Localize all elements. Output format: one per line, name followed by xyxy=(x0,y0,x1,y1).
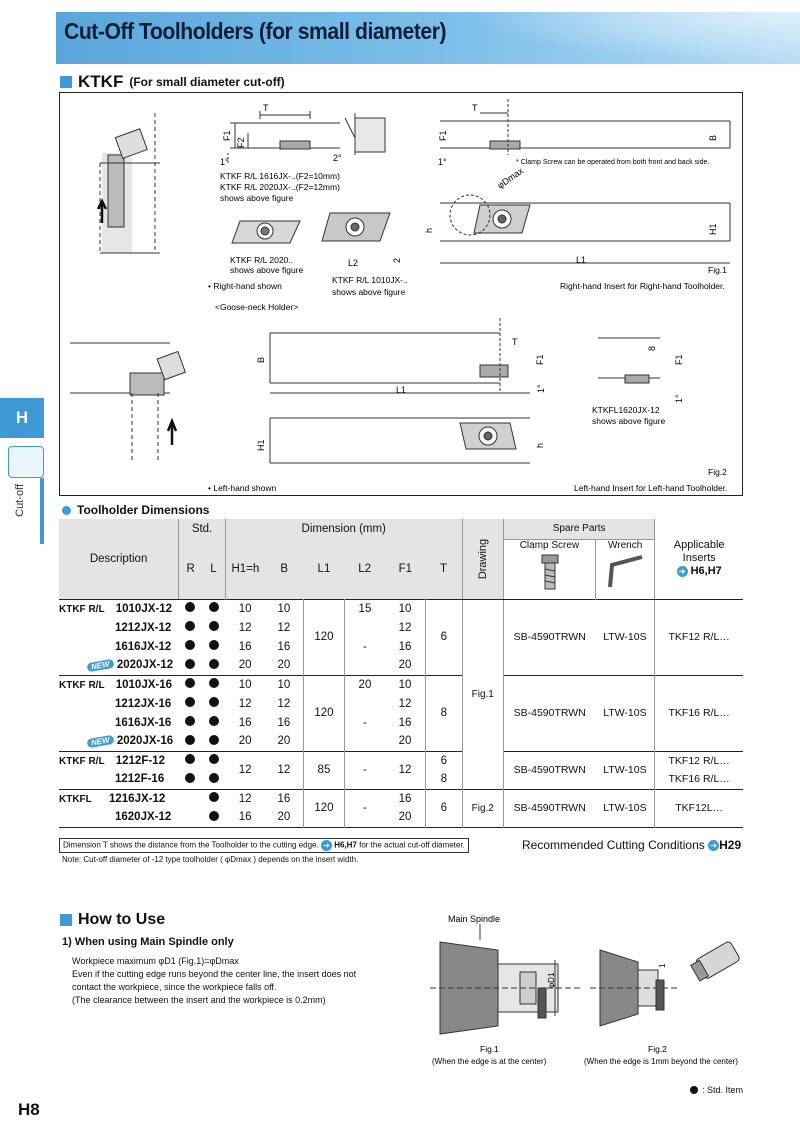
std-R-dot xyxy=(185,621,195,631)
side-category-label: Cut-off xyxy=(14,484,26,517)
fig1-label-1deg-a: 1° xyxy=(220,157,229,167)
row-code: 2020JX-16 xyxy=(116,735,174,748)
fig2-fig-label: Fig.2 xyxy=(708,467,727,477)
cell-L2: - xyxy=(363,716,367,729)
fig2-side-view xyxy=(270,318,660,463)
section-square-icon xyxy=(60,76,72,88)
header-inserts: Inserts xyxy=(682,552,716,565)
how-fig1-label: Fig.1 xyxy=(480,1044,499,1054)
tool-top-view-2 xyxy=(440,99,730,155)
std-R-dot xyxy=(185,678,195,688)
cell-B: 20 xyxy=(277,811,291,824)
side-accent-bar xyxy=(40,478,44,544)
header-spare-parts: Spare Parts xyxy=(503,519,654,539)
cut-off-category-icon xyxy=(8,446,44,478)
cell-T: 8 xyxy=(426,675,462,751)
footnote-box xyxy=(59,838,469,853)
fig1-label-B: B xyxy=(708,134,718,141)
how-to-use-figures xyxy=(420,910,760,1075)
goose-neck-label: <Goose-neck Holder> xyxy=(215,302,299,312)
cell-T: 8 xyxy=(426,770,462,789)
lathe-sketch-left-hand xyxy=(70,343,185,463)
cell-H1h: 16 xyxy=(238,811,252,824)
fig1-label-F2: F2 xyxy=(236,137,246,148)
row-code: 1616JX-12 xyxy=(115,640,172,653)
std-L-dot xyxy=(209,735,219,745)
clamp-detail xyxy=(345,113,385,155)
new-badge: NEW xyxy=(86,659,114,672)
cell-H1h: 20 xyxy=(238,735,252,748)
header-inserts-ref[interactable]: H6,H7 xyxy=(690,565,722,578)
fig1-label-F1-a: F1 xyxy=(222,130,232,141)
cell-H1h: 12 xyxy=(238,792,252,805)
fig2-caption: Left-hand Insert for Left-hand Toolholder. xyxy=(574,483,728,493)
insert-view-3 xyxy=(440,195,730,263)
cell-F1: 10 xyxy=(398,602,412,615)
fig1-label-H1: H1 xyxy=(708,223,718,235)
group2-prefix: KTKF R/L xyxy=(59,679,105,691)
std-L-dot xyxy=(209,602,219,612)
new-badge: NEW xyxy=(86,735,114,748)
header-L1: L1 xyxy=(317,562,331,575)
page-title: Cut-Off Toolholders (for small diameter) xyxy=(64,18,447,44)
fig2-note-ktkfl: KTKFL1620JX-12 xyxy=(592,405,660,415)
std-L-dot xyxy=(209,754,219,764)
header-dimension: Dimension (mm) xyxy=(225,519,462,539)
std-R-dot xyxy=(185,754,195,764)
row-code: 1212JX-16 xyxy=(115,697,172,710)
std-L-dot xyxy=(209,811,219,821)
clamp-screw-icon xyxy=(534,551,564,595)
how-fig2-caption: (When the edge is 1mm beyond the center) xyxy=(584,1057,738,1066)
fig2-label-h: h xyxy=(535,442,545,448)
cell-insert: TKF12 R/L… xyxy=(655,751,743,770)
std-L-dot xyxy=(209,773,219,783)
how-line3: contact the workpiece, since the workpiece falls off. xyxy=(72,982,277,992)
fig1-note-2020: KTKF R/L 2020JX-..(F2=12mm) xyxy=(220,182,340,192)
cell-drawing-fig1: Fig.1 xyxy=(462,599,503,789)
cell-wrench: LTW-10S xyxy=(603,764,647,776)
cell-L2: 20 xyxy=(358,678,372,691)
std-R-dot xyxy=(185,716,195,726)
header-description: Description xyxy=(59,519,179,599)
cell-F1: 20 xyxy=(398,735,412,748)
side-tab-H[interactable]: H xyxy=(0,398,44,438)
page-number: H8 xyxy=(18,1100,40,1119)
cell-L2 xyxy=(344,732,385,751)
page-ref-icon: ➜ xyxy=(708,840,719,851)
product-code: KTKF xyxy=(78,72,124,91)
cell-F1: 20 xyxy=(398,811,412,824)
fig2-label-T: T xyxy=(512,337,518,347)
cell-T: 6 xyxy=(426,789,462,827)
cell-L1: 120 xyxy=(303,675,344,751)
section-square-icon xyxy=(60,914,72,926)
cell-L2 xyxy=(344,618,385,637)
std-dot-icon xyxy=(690,1086,698,1094)
header-std: Std. xyxy=(179,519,226,539)
main-spindle-label: Main Spindle xyxy=(448,914,501,924)
cell-L2: 15 xyxy=(358,602,372,615)
how-line4: (The clearance between the insert and the workpiece is 0.2mm) xyxy=(72,995,326,1005)
std-L-dot xyxy=(209,621,219,631)
cell-B: 20 xyxy=(277,659,291,672)
footnote2: Note: Cut-off diameter of -12 type toolholder ( φDmax ) depends on the insert width. xyxy=(62,855,359,864)
cell-H1h: 12 xyxy=(238,697,252,710)
std-L-dot xyxy=(209,678,219,688)
std-L-dot xyxy=(209,697,219,707)
header-wrench: Wrench xyxy=(608,539,643,551)
fig1-label-1deg-b: 1° xyxy=(438,157,447,167)
fig1-note-showsb: shows above figure xyxy=(230,265,304,275)
row-code: 1216JX-12 xyxy=(108,792,166,805)
spindle-fig1 xyxy=(430,924,580,1034)
cell-L2: - xyxy=(363,640,367,653)
how-fig2-label: Fig.2 xyxy=(648,1044,667,1054)
std-L-dot xyxy=(209,659,219,669)
cell-drawing-fig2: Fig.2 xyxy=(462,789,503,827)
cell-H1h: 16 xyxy=(238,716,252,729)
dimensions-table xyxy=(59,519,743,828)
insert-view-2 xyxy=(322,213,390,241)
fig1-label-F1-b: F1 xyxy=(438,130,448,141)
fig2-label-F1-b: F1 xyxy=(674,354,684,365)
cell-B: 20 xyxy=(277,735,291,748)
cell-B: 16 xyxy=(277,792,291,805)
fig2-label-1deg-b: 1° xyxy=(674,394,684,403)
fig2-label-B: B xyxy=(256,356,266,363)
footnote1-text-b: for the actual cut-off diameter. xyxy=(359,840,465,850)
fig2-label-1deg-a: 1° xyxy=(536,384,546,393)
row-code: 1010JX-12 xyxy=(115,602,173,615)
cell-H1h: 12 xyxy=(238,764,252,776)
fig1-note-1010: KTKF R/L 1010JX-.. xyxy=(332,275,408,285)
row-code: 1616JX-16 xyxy=(115,716,172,729)
fig2-label-8: 8 xyxy=(647,345,657,351)
spindle-fig2 xyxy=(590,941,741,1026)
fig1-label-h: h xyxy=(424,227,434,233)
std-R-dot xyxy=(185,735,195,745)
cell-F1: 16 xyxy=(398,640,412,653)
how-to-use-title: How to Use xyxy=(78,911,166,928)
cell-wrench: LTW-10S xyxy=(603,631,647,643)
how-to-use-heading xyxy=(60,911,165,929)
cell-H1h: 20 xyxy=(238,659,252,672)
cell-L1: 120 xyxy=(303,789,344,827)
cell-B: 10 xyxy=(277,678,291,691)
cell-L2: - xyxy=(363,802,367,814)
row-code: 1212F-12 xyxy=(115,754,165,767)
figure-drawings xyxy=(60,93,742,495)
wrench-icon xyxy=(602,551,648,595)
page-ref-icon: ➜ xyxy=(677,566,688,577)
cell-B: 12 xyxy=(277,697,291,710)
cell-H1h: 10 xyxy=(238,602,252,615)
group4-prefix: KTKFL xyxy=(59,793,92,805)
std-L-dot xyxy=(209,792,219,802)
fig1-label-2deg: 2° xyxy=(333,153,342,163)
fig2-note-shows: shows above figure xyxy=(592,416,666,426)
fig1-note-showsc: shows above figure xyxy=(332,287,406,297)
std-L-dot xyxy=(209,716,219,726)
lathe-sketch-right-hand xyxy=(98,113,160,253)
cell-wrench: LTW-10S xyxy=(603,707,647,719)
fig1-note-shows: shows above figure xyxy=(220,193,294,203)
how-to-use-subtitle: 1) When using Main Spindle only xyxy=(62,936,234,948)
std-L-dot xyxy=(209,640,219,650)
cell-F1: 12 xyxy=(398,697,412,710)
cell-B: 10 xyxy=(277,602,291,615)
std-R-dot xyxy=(185,773,195,783)
cell-L1: 120 xyxy=(303,599,344,675)
cell-H1h: 12 xyxy=(238,621,252,634)
group3-prefix: KTKF R/L xyxy=(59,755,105,767)
insert-view-1 xyxy=(232,221,300,243)
cell-L2: - xyxy=(363,764,367,776)
fig1-label-T-1: T xyxy=(263,103,269,113)
cell-H1h: 10 xyxy=(238,678,252,691)
fig1-label-2: 2 xyxy=(392,257,402,263)
cell-insert: TKF12L… xyxy=(655,789,743,827)
header-T: T xyxy=(440,562,448,575)
cell-insert: TKF16 R/L… xyxy=(655,675,743,751)
fig2-left-hand-shown: • Left-hand shown xyxy=(208,483,277,493)
header-R: R xyxy=(179,539,202,599)
fig1-label-T-2: T xyxy=(472,103,478,113)
recommended-conditions-link[interactable] xyxy=(522,838,741,852)
header-drawing: Drawing xyxy=(476,538,489,579)
cell-clamp: SB-4590TRWN xyxy=(513,631,586,643)
header-L2: L2 xyxy=(358,562,372,575)
cell-H1h: 16 xyxy=(238,640,252,653)
row-code: 1212JX-12 xyxy=(115,621,172,634)
product-heading xyxy=(60,72,285,92)
header-clamp-screw: Clamp Screw xyxy=(519,539,580,551)
cell-L2 xyxy=(344,694,385,713)
fig1-caption: Right-hand Insert for Right-hand Toolholder. xyxy=(560,281,725,291)
fig1-fig-label: Fig.1 xyxy=(708,265,727,275)
recommended-ref[interactable]: H29 xyxy=(719,838,742,852)
header-B: B xyxy=(280,562,288,575)
fig1-label-dmax: φDmax xyxy=(495,165,526,191)
cell-clamp: SB-4590TRWN xyxy=(513,802,586,814)
cell-T: 6 xyxy=(426,599,462,675)
dimensions-heading xyxy=(62,503,209,517)
cell-clamp: SB-4590TRWN xyxy=(513,764,586,776)
cell-wrench: LTW-10S xyxy=(603,802,647,814)
row-code: 1620JX-12 xyxy=(115,811,172,824)
fig1-note-1616: KTKF R/L 1616JX-..(F2=10mm) xyxy=(220,171,340,181)
header-F1: F1 xyxy=(398,562,412,575)
std-R-dot xyxy=(185,659,195,669)
row-code: 1010JX-16 xyxy=(115,678,173,691)
cell-F1: 12 xyxy=(398,621,412,634)
std-R-dot xyxy=(185,697,195,707)
cell-clamp: SB-4590TRWN xyxy=(513,707,586,719)
fig1-label-L2: L2 xyxy=(348,258,359,268)
header-applicable: Applicable xyxy=(673,539,725,552)
row-code: 2020JX-12 xyxy=(116,659,174,672)
product-subtitle: (For small diameter cut-off) xyxy=(129,75,285,89)
fig1-label-L1: L1 xyxy=(576,255,587,265)
footnote1-text: Dimension T shows the distance from the Toolholder to the cutting edge. xyxy=(63,840,319,850)
std-R-dot xyxy=(185,640,195,650)
cell-B: 16 xyxy=(277,640,291,653)
fig1-right-hand-shown: • Right-hand shown xyxy=(208,281,282,291)
cell-insert: TKF12 R/L… xyxy=(655,599,743,675)
cell-B: 12 xyxy=(277,764,291,776)
how-to-use-text xyxy=(72,955,356,1007)
cell-B: 12 xyxy=(277,621,291,634)
footnote1-ref[interactable]: H6,H7 xyxy=(334,840,357,850)
cell-B: 16 xyxy=(277,716,291,729)
row-code: 1212F-16 xyxy=(115,773,165,786)
bullet-icon xyxy=(62,506,71,515)
std-item-legend xyxy=(690,1085,743,1095)
cell-F1: 20 xyxy=(398,659,412,672)
dimensions-title: Toolholder Dimensions xyxy=(77,503,210,517)
tool-top-view-1 xyxy=(228,111,340,163)
group1-prefix: KTKF R/L xyxy=(59,603,105,615)
fig1-note-2020b: KTKF R/L 2020.. xyxy=(230,255,293,265)
how-fig1-caption: (When the edge is at the center) xyxy=(432,1057,547,1066)
cell-F1: 16 xyxy=(398,792,412,805)
how-line2: Even if the cutting edge runs beyond the center line, the insert does not xyxy=(72,969,357,979)
cell-F1: 12 xyxy=(398,764,412,776)
how-line1: Workpiece maximum φD1 (Fig.1)=φDmax xyxy=(72,956,239,966)
fig2-label-L1: L1 xyxy=(396,385,407,395)
fig2-label-F1-a: F1 xyxy=(535,354,545,365)
fig2-label-H1: H1 xyxy=(256,439,266,451)
cell-L2 xyxy=(344,656,385,675)
header-L: L xyxy=(210,562,217,575)
label-1: 1 xyxy=(658,963,667,968)
label-D1: φD1 xyxy=(547,972,556,988)
cell-insert: TKF16 R/L… xyxy=(655,770,743,789)
recommended-label: Recommended Cutting Conditions xyxy=(522,838,705,852)
header-H1h: H1=h xyxy=(225,539,264,599)
page-ref-icon: ➜ xyxy=(321,840,332,851)
legend-text: : Std. Item xyxy=(702,1085,744,1095)
cell-T: 6 xyxy=(426,751,462,770)
cell-F1: 16 xyxy=(398,716,412,729)
cell-L1: 85 xyxy=(303,751,344,789)
cell-F1: 10 xyxy=(398,678,412,691)
fig1-clamp-note: * Clamp Screw can be operated from both front and back side. xyxy=(516,159,710,166)
std-R-dot xyxy=(185,602,195,612)
